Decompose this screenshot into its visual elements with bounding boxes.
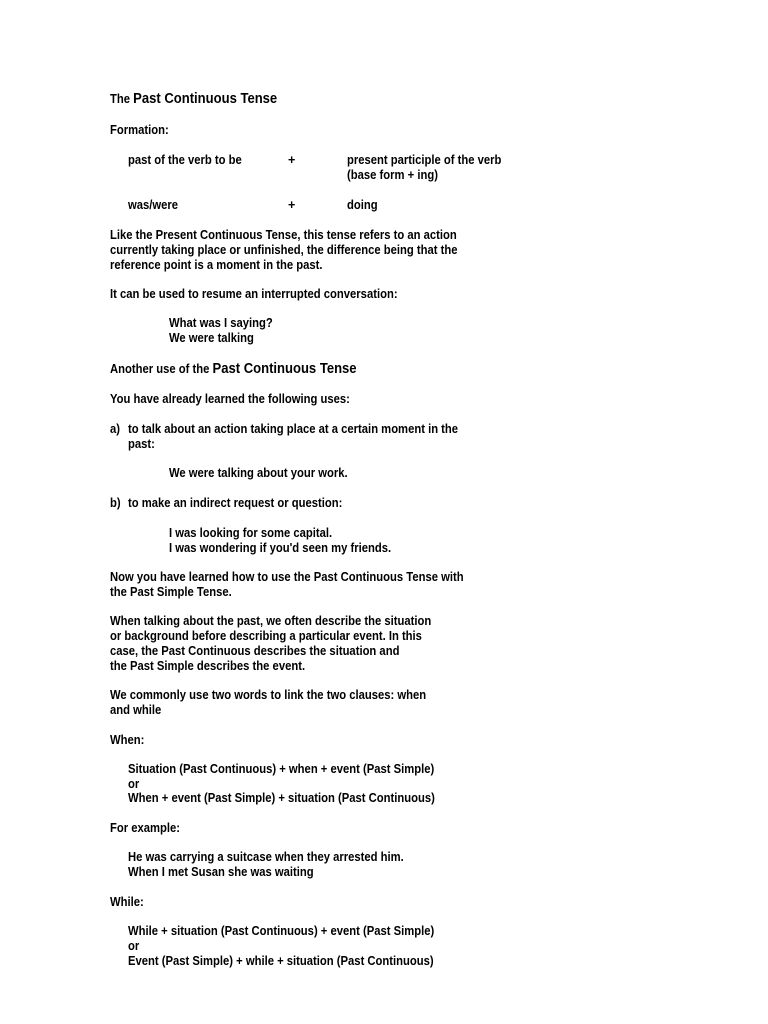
intro-line-2: currently taking place or unfinished, the difference being that the (110, 243, 458, 257)
heading-another-use (110, 362, 357, 377)
background-line-1: When talking about the past, we often describe the situation (110, 614, 432, 628)
formation-row2-right: doing (347, 198, 378, 212)
formation-row1-right2: (base form + ing) (347, 168, 438, 182)
link-line-1: We commonly use two words to link the two clauses: when (110, 688, 427, 702)
use-a-line-2: past: (128, 437, 155, 451)
formation-row1-left: past of the verb to be (128, 153, 242, 167)
while-or: or (128, 939, 140, 953)
resume-text: It can be used to resume an interrupted conversation: (110, 287, 398, 301)
intro-line-3: reference point is a moment in the past. (110, 258, 323, 272)
learned-text: You have already learned the following uses: (110, 392, 350, 406)
link-line-2: and while (110, 703, 162, 717)
background-line-3: case, the Past Continuous describes the situation and (110, 644, 400, 658)
formation-label: Formation: (110, 123, 169, 137)
now-line-1: Now you have learned how to use the Past Continuous Tense with (110, 570, 464, 584)
when-or: or (128, 777, 140, 791)
example-line-2: When I met Susan she was waiting (128, 865, 314, 879)
formation-row2-left: was/were (128, 198, 179, 212)
intro-line-1: Like the Present Continuous Tense, this tense refers to an action (110, 228, 457, 242)
use-b-example-1: I was looking for some capital. (169, 526, 333, 540)
heading2-title: Past Continuous Tense (212, 361, 357, 377)
use-a-example: We were talking about your work. (169, 466, 348, 480)
use-b-marker: b) (110, 496, 121, 510)
example-line-1: He was carrying a suitcase when they arrested him. (128, 850, 404, 864)
formation-row1-right1: present participle of the verb (347, 153, 502, 167)
while-label: While: (110, 895, 144, 909)
background-line-4: the Past Simple describes the event. (110, 659, 306, 673)
use-b-example-2: I was wondering if you'd seen my friends. (169, 541, 392, 555)
now-line-2: the Past Simple Tense. (110, 585, 232, 599)
use-a-line-1: to talk about an action taking place at a certain moment in the (128, 422, 459, 436)
formation-row1-plus: + (288, 153, 296, 167)
heading-prefix: The (110, 92, 131, 106)
use-b-text: to make an indirect request or question: (128, 496, 343, 510)
for-example-label: For example: (110, 821, 181, 835)
heading2-prefix: Another use of the (110, 362, 210, 376)
heading-title: Past Continuous Tense (133, 91, 278, 107)
when-line-2: When + event (Past Simple) + situation (Past Continuous) (128, 791, 435, 805)
when-line-1: Situation (Past Continuous) + when + event (Past Simple) (128, 762, 435, 776)
use-a-marker: a) (110, 422, 121, 436)
formation-row2-plus: + (288, 198, 296, 212)
background-line-2: or background before describing a particular event. In this (110, 629, 422, 643)
while-line-2: Event (Past Simple) + while + situation (Past Continuous) (128, 954, 434, 968)
when-label: When: (110, 733, 145, 747)
while-line-1: While + situation (Past Continuous) + event (Past Simple) (128, 924, 435, 938)
resume-example-1: What was I saying? (169, 316, 273, 330)
resume-example-2: We were talking (169, 331, 254, 345)
heading-past-continuous (110, 92, 277, 107)
